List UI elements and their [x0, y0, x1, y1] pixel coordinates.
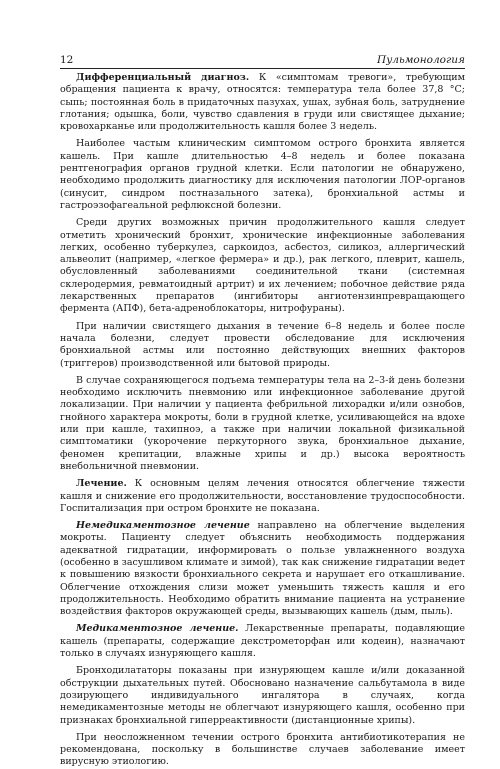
paragraph-text: Среди других возможных причин продолжительного кашля следует отметить хронический бронхит, хронические инфекционные заболевания легких, особенно туберкулез, саркоидоз, асбестоз, силикоз, аллергический альвеолит (например, «легкое фермера» и др.), рак легкого, плеврит, кашель, обусловленный заболеваниями соединительной ткани (системная склеродермия, ревматоидный артрит) и их лечением; побочное действие ряда лекарственных препаратов (ингибиторы ангиотензинпревращающего фермента (АПФ), бета-адреноблокаторы, нитрофураны). [60, 217, 465, 315]
paragraph-wheezing [60, 321, 465, 370]
paragraph-text: Лекарственные препараты, подавляющие кашель (препараты, содержащие декстрометорфан или кодеин), назначают только в случаях изнуряющего кашля. [60, 623, 465, 660]
paragraph-text: К «симптомам тревоги», требующим обращения пациента к врачу, относятся: температура тела более 37,8 °С; сыпь; постоянная боль в придаточных пазухах, ушах, зубная боль, затруднение глотания; одышка, боли, чувство сдавления в груди или свистящее дыхание; кровохарканье или продолжительность кашля более 3 недель. [60, 72, 466, 133]
paragraph-text: направлено на облегчение выделения мокроты. Пациенту следует объяснить необходимость поддержания адекватной гидратации, информировать о пользе увлажненного воздуха (особенно в засушливом климате и зимой), так как снижение гидратации ведет к повышению вязкости бронхиального секрета и нарушает его откашливание. Облегчение отхождения слизи может уменьшить тяжесть кашля и его продолжительность. Необходимо обратить внимание пациента на устранение воздействия факторов окружающей среды, вызывающих кашель (дым, пыль). [60, 520, 465, 618]
running-title: Пульмонология [377, 54, 465, 66]
paragraph-text: К основным целям лечения относятся облегчение тяжести кашля и снижение его продолжительности, восстановление трудоспособности. Госпитализация при остром бронхите не показана. [60, 478, 465, 514]
page-header [60, 50, 465, 69]
page-number: 12 [60, 54, 74, 66]
paragraph-bronchodilators [60, 665, 465, 726]
paragraph-non-drug-treatment [60, 520, 465, 618]
paragraph-drug-treatment [60, 623, 465, 660]
paragraph-other-causes [60, 217, 465, 315]
paragraph-lead: Лечение. [76, 478, 127, 490]
paragraph-lead: Немедикаментозное лечение [76, 520, 250, 532]
paragraph-text: При неосложненном течении острого бронхита антибиотикотерапия не рекомендована, поскольку в большинстве случаев заболевание имеет вирусную этиологию. [60, 731, 465, 768]
paragraph-text: Бронходилататоры показаны при изнуряющем кашле и/или доказанной обструкции дыхательных путей. Обосновано назначение сальбутамола в виде дозирующего индивидуального ингалятора в случаях, когда немедикаментозные методы не облегчают изнуряющего кашля, особенно при признаках бронхиальной гиперреактивности (дистанционные хрипы). [60, 665, 465, 726]
paragraph-fever [60, 375, 465, 473]
paragraph-lead: Дифференциальный диагноз. [76, 72, 250, 83]
page-body [60, 72, 465, 769]
paragraph-antibiotics [60, 732, 465, 769]
paragraph-text: Наиболее частым клиническим симптомом острого бронхита является кашель. При кашле длительностью 4–8 недель и более показана рентгенография органов грудной клетки. Если патологии не обнаружено, необходимо продолжить диагностику для исключения патологии ЛОР-органов (синусит, синдром постназального затека), бронхиальной астмы и гастроэзофагеальной рефлюксной болезни. [60, 138, 465, 211]
paragraph-text: При наличии свистящего дыхания в течение 6–8 недель и более после начала болезни, следует провести обследование для исключения бронхиальной астмы или постоянно действующих внешних факторов (триггеров) производственной или бытовой природы. [60, 320, 465, 369]
paragraph-cough-symptom [60, 138, 465, 212]
paragraph-text: В случае сохраняющегося подъема температуры тела на 2–3-й день болезни необходимо исключить пневмонию или инфекционное заболевание другой локализации. При наличии у пациента фебрильной лихорадки и/или ознобов, гнойного характера мокроты, боли в грудной клетке, усиливающейся на вдохе или при кашле, тахипноэ, а также при наличии локальной физикальной симптоматики (укорочение перкуторного звука, бронхиальное дыхание, феномен крепитации, влажные хрипы и др.) высока вероятность внебольничной пневмонии. [60, 374, 465, 472]
paragraph-lead: Медикаментозное лечение. [76, 623, 239, 635]
paragraph-differential-diagnosis [60, 72, 465, 133]
paragraph-treatment [60, 478, 465, 515]
